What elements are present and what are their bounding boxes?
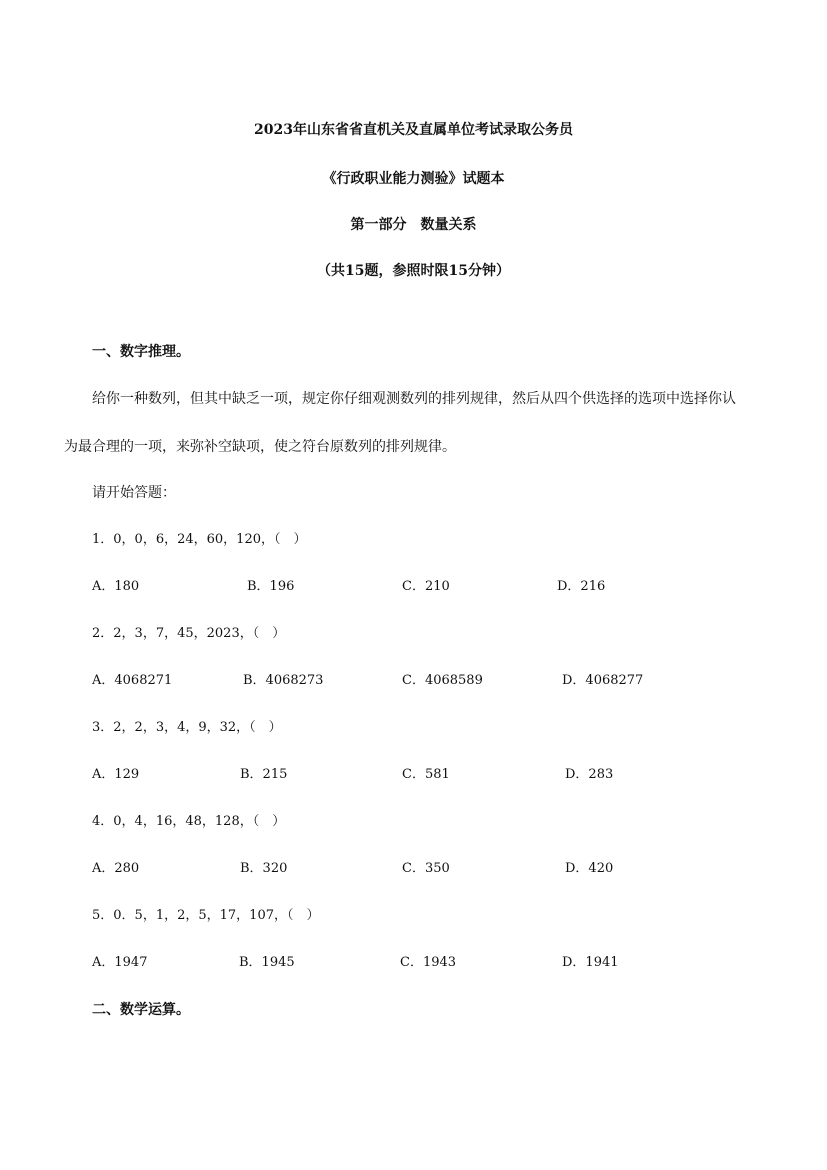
option-b: B．196: [247, 579, 295, 594]
option-b: B．215: [240, 767, 288, 782]
question-stem: 3．2，2，3，4，9，32，（ ）: [92, 720, 282, 735]
option-c: C．350: [402, 861, 450, 876]
option-a: A．280: [92, 861, 140, 876]
option-a: A．1947: [92, 955, 148, 970]
question-stem: 1．0，0，6，24，60，120，（ ）: [92, 532, 307, 547]
option-c: C．581: [402, 767, 450, 782]
part-title: 第一部分 数量关系: [350, 217, 477, 233]
document-title: 2023年山东省省直机关及直属单位考试录取公务员: [254, 122, 573, 138]
instruction-line-1: 给你一种数列，但其中缺乏一项，规定你仔细观测数列的排列规律，然后从四个供选择的选项中选择你认: [92, 391, 736, 407]
section-title-math-operations: 二、数学运算。: [92, 1002, 190, 1018]
option-c: C．210: [402, 579, 450, 594]
section-title-number-reasoning: 一、数字推理。: [92, 344, 190, 360]
instruction-line-2: 为最合理的一项，来弥补空缺项，使之符台原数列的排列规律。: [64, 439, 456, 455]
option-d: D．216: [557, 579, 606, 594]
option-b: B．1945: [239, 955, 295, 970]
option-c: C．4068589: [402, 673, 483, 688]
option-d: D．4068277: [562, 673, 644, 688]
option-a: A．4068271: [92, 673, 173, 688]
option-d: D．283: [565, 767, 614, 782]
part-subtitle: （共15题，参照时限15分钟）: [317, 263, 510, 279]
option-a: A．180: [92, 579, 140, 594]
question-stem: 2．2，3，7，45，2023，（ ）: [92, 626, 286, 641]
option-c: C．1943: [400, 955, 457, 970]
start-prompt: 请开始答题：: [92, 485, 176, 501]
document-subtitle: 《行政职业能力测验》试题本: [322, 171, 505, 187]
option-b: B．4068273: [243, 673, 324, 688]
question-stem: 4．0，4，16，48，128，（ ）: [92, 814, 286, 829]
option-d: D．420: [565, 861, 614, 876]
option-d: D．1941: [562, 955, 619, 970]
option-b: B．320: [240, 861, 288, 876]
option-a: A．129: [92, 767, 140, 782]
question-stem: 5．0．5，1，2，5，17，107，（ ）: [92, 908, 320, 923]
